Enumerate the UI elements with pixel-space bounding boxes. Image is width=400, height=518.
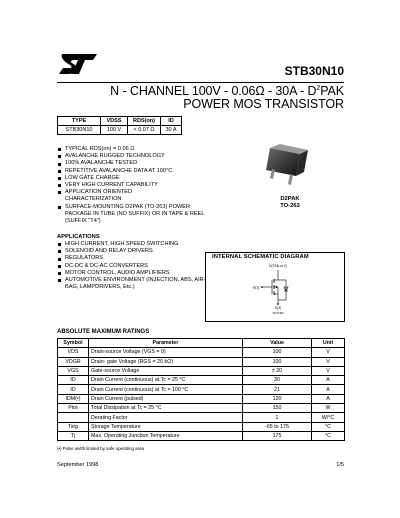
feature-item: APPLICATION ORIENTED CHARACTERIZATION [57,189,175,203]
cell-value: 100 [243,357,312,366]
feature-item: TYPICAL RDS(on) = 0.06 Ω [57,146,247,153]
feature-item: AVALANCHE RUGGED TECHNOLOGY [57,153,247,160]
cell-unit: A [312,394,345,403]
cell-type: STB30N10 [58,126,101,135]
footer-date: September 1998 [57,462,99,468]
table-row [58,422,345,431]
cell-unit: °C [312,431,345,440]
cell-symbol: Ptot [58,404,89,413]
cell-parameter: Drain Current (pulsed) [89,394,243,403]
cell-rdson: < 0.07 Ω [128,126,161,135]
cell-parameter: Derating Factor [89,413,243,422]
cell-parameter: Drain Current (continuous) at Tc = 25 °C [89,376,243,385]
summary-table [57,116,182,135]
cell-parameter: Drain-source Voltage (VGS = 0) [89,348,243,357]
col-parameter: Parameter [89,339,243,348]
summary-header-row [58,117,182,126]
header-rule [57,82,344,83]
application-item: SOLENOID AND RELAY DRIVERS [57,248,207,255]
col-vdss: VDSS [101,117,128,126]
cell-symbol: ID [58,376,89,385]
feature-list [57,146,247,225]
cell-vdss: 100 V [101,126,128,135]
part-number: STB30N10 [284,64,344,78]
package-code: TO-263 [280,203,300,209]
applications-list [57,241,207,291]
cell-value: -65 to 175 [243,422,312,431]
application-item: AUTOMOTIVE ENVIRONMENT (INJECTION, ABS, AIR-BAG, LAMPDRIVERS, Etc.) [57,277,207,291]
table-row [58,357,345,366]
footer-page: 1/5 [336,462,344,468]
drain-label: D(TAB or 2) [269,264,287,268]
feature-item: 100% AVALANCHE TESTED [57,160,247,167]
cell-value: 175 [243,431,312,440]
cell-parameter: Drain Current (continuous) at Tc = 100 °C [89,385,243,394]
cell-value: ± 20 [243,366,312,375]
table-row [58,385,345,394]
application-item: MOTOR CONTROL, AUDIO AMPLIFIERS [57,270,207,277]
cell-symbol: Tj [58,431,89,440]
cell-symbol: Tstg [58,422,89,431]
schematic-code: SC07480 [272,312,284,315]
col-id: ID [161,117,182,126]
cell-value: 150 [243,404,312,413]
title-sup: 2 [316,84,321,92]
cell-parameter: Gate-source Voltage [89,366,243,375]
product-title-line2: POWER MOS TRANSISTOR [183,97,344,111]
cell-parameter: Drain- gate Voltage (RGS = 20 kΩ) [89,357,243,366]
table-row [58,376,345,385]
col-type: TYPE [58,117,101,126]
title-prefix: N - CHANNEL 100V - 0.06Ω - 30A - D [110,84,317,98]
ratings-heading: ABSOLUTE MAXIMUM RATINGS [57,329,150,335]
cell-unit: V [312,366,345,375]
col-rdson: RDS(on) [128,117,161,126]
table-row [58,348,345,357]
title-suffix: PAK [320,84,344,98]
cell-symbol: IDM(•) [58,394,89,403]
cell-unit: A [312,376,345,385]
col-unit: Unit [312,339,345,348]
cell-unit: A [312,385,345,394]
cell-value: 21 [243,385,312,394]
schematic-title: INTERNAL SCHEMATIC DIAGRAM [212,254,309,260]
d2pak-package-image [256,142,312,188]
cell-unit: V [312,348,345,357]
st-logo [57,52,99,76]
package-label [280,196,300,210]
feature-item: REPETITIVE AVALANCHE DATA AT 100°C [57,168,247,175]
cell-symbol: VDS [58,348,89,357]
cell-symbol: VGS [58,366,89,375]
col-value: Value [243,339,312,348]
cell-value: 100 [243,348,312,357]
source-label: S(3) [274,306,282,310]
application-item: DC-DC & DC-AC CONVERTERS [57,263,207,270]
cell-id: 30 A [161,126,182,135]
cell-symbol: ID [58,385,89,394]
ratings-header-row [58,339,345,348]
cell-parameter: Storage Temperature [89,422,243,431]
mosfet-schematic [248,260,304,318]
cell-value: 30 [243,376,312,385]
table-row [58,431,345,440]
cell-symbol [58,413,89,422]
table-row [58,394,345,403]
cell-unit: W [312,404,345,413]
application-item: REGULATORS [57,255,207,262]
table-row [58,404,345,413]
col-symbol: Symbol [58,339,89,348]
gate-label: G(1) [252,285,260,290]
table-row [58,366,345,375]
applications-heading: APPLICATIONS [57,234,100,240]
feature-item: VERY HIGH CURRENT CAPABILITY [57,182,247,189]
cell-value: 1 [243,413,312,422]
cell-parameter: Max. Operating Junction Temperature [89,431,243,440]
summary-row [58,126,182,135]
cell-unit: °C [312,422,345,431]
cell-symbol: VDGR [58,357,89,366]
cell-parameter: Total Dissipation at Tc = 25 °C [89,404,243,413]
application-item: HIGH CURRENT, HIGH SPEED SWITCHING [57,241,207,248]
feature-item: LOW GATE CHARGE [57,175,247,182]
cell-unit: V [312,357,345,366]
product-title-line1 [110,84,344,98]
package-name: D2PAK [280,196,300,202]
cell-value: 120 [243,394,312,403]
ratings-note: (•) Pulse width limited by safe operating area [57,446,144,451]
ratings-table [57,338,345,441]
cell-unit: W/°C [312,413,345,422]
table-row [58,413,345,422]
feature-item: SURFACE-MOUNTING D2PAK (TO-263) POWER PACKAGE IN TUBE (NO SUFFIX) OR IN TAPE & REEL (SUFFIX "T4") [57,204,215,226]
